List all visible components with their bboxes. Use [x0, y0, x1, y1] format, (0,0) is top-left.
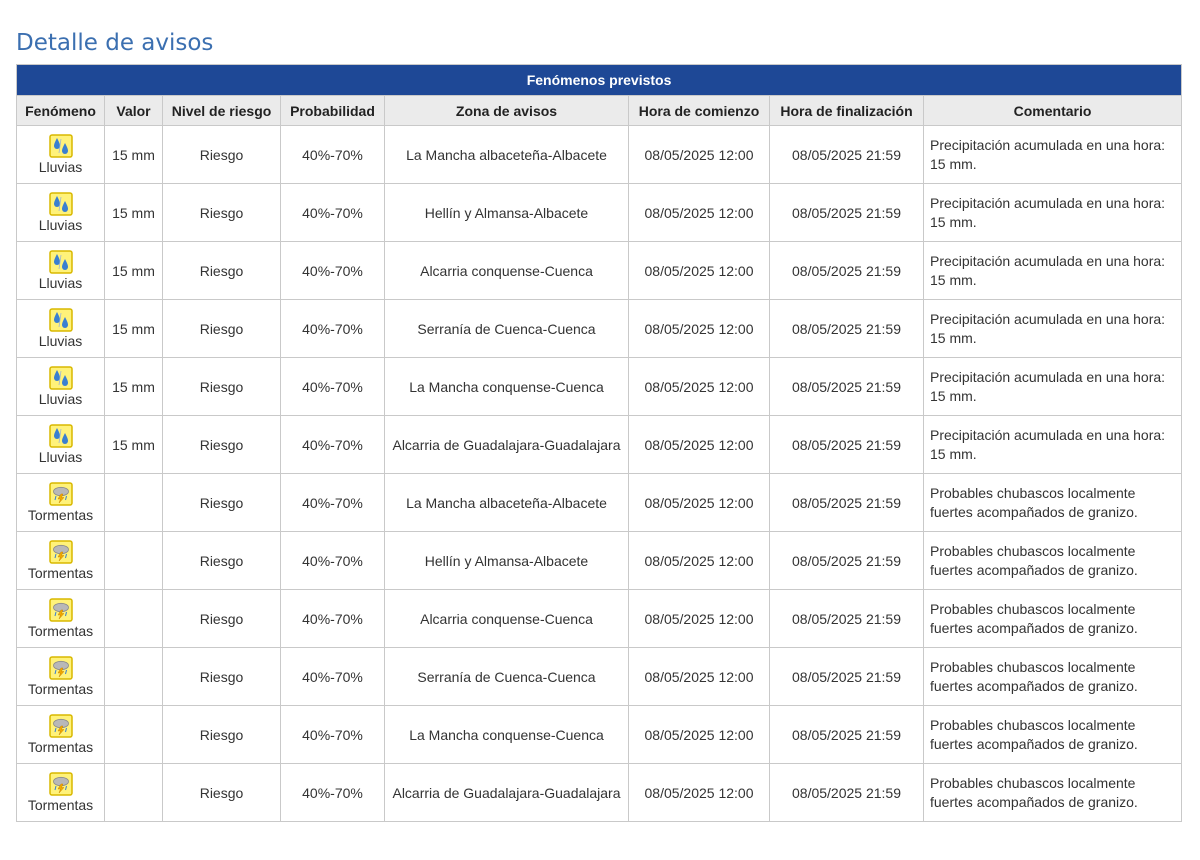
- end-time-cell: 08/05/2025 21:59: [770, 358, 924, 416]
- storm-icon: [49, 598, 73, 623]
- warning-zone-cell: La Mancha albaceteña-Albacete: [385, 126, 629, 184]
- start-time-cell: 08/05/2025 12:00: [629, 532, 770, 590]
- value-cell: [105, 532, 163, 590]
- rain-icon: [49, 424, 73, 449]
- warning-zone-cell: La Mancha conquense-Cuenca: [385, 358, 629, 416]
- value-cell: 15 mm: [105, 126, 163, 184]
- value-cell: 15 mm: [105, 184, 163, 242]
- value-cell: 15 mm: [105, 358, 163, 416]
- warning-zone-cell: Alcarria de Guadalajara-Guadalajara: [385, 764, 629, 822]
- table-row: [17, 300, 1182, 358]
- end-time-cell: 08/05/2025 21:59: [770, 184, 924, 242]
- table-row: [17, 184, 1182, 242]
- table-row: [17, 358, 1182, 416]
- risk-level-cell: Riesgo: [163, 764, 281, 822]
- storm-icon: [49, 540, 73, 565]
- comment-cell: Precipitación acumulada en una hora: 15 mm.: [924, 126, 1182, 184]
- warning-zone-cell: Alcarria de Guadalajara-Guadalajara: [385, 416, 629, 474]
- value-cell: 15 mm: [105, 300, 163, 358]
- storm-icon: [49, 772, 73, 797]
- table-row: [17, 474, 1182, 532]
- value-cell: 15 mm: [105, 416, 163, 474]
- phenomenon-cell: [17, 474, 105, 532]
- col-header-comment: Comentario: [924, 96, 1182, 126]
- table-row: [17, 648, 1182, 706]
- end-time-cell: 08/05/2025 21:59: [770, 648, 924, 706]
- risk-level-cell: Riesgo: [163, 648, 281, 706]
- table-row: [17, 764, 1182, 822]
- probability-cell: 40%-70%: [281, 358, 385, 416]
- risk-level-cell: Riesgo: [163, 590, 281, 648]
- phenomenon-label: Lluvias: [38, 391, 83, 407]
- comment-cell: Probables chubascos localmente fuertes acompañados de granizo.: [924, 764, 1182, 822]
- warning-zone-cell: Serranía de Cuenca-Cuenca: [385, 648, 629, 706]
- comment-cell: Precipitación acumulada en una hora: 15 mm.: [924, 242, 1182, 300]
- risk-level-cell: Riesgo: [163, 416, 281, 474]
- phenomenon-cell: [17, 358, 105, 416]
- warning-zone-cell: Alcarria conquense-Cuenca: [385, 242, 629, 300]
- col-header-risk-level: Nivel de riesgo: [163, 96, 281, 126]
- phenomenon-cell: [17, 590, 105, 648]
- risk-level-cell: Riesgo: [163, 532, 281, 590]
- phenomenon-label: Lluvias: [38, 275, 83, 291]
- phenomenon-label: Tormentas: [27, 681, 94, 697]
- phenomenon-label: Lluvias: [38, 217, 83, 233]
- start-time-cell: 08/05/2025 12:00: [629, 184, 770, 242]
- table-body: [17, 126, 1182, 822]
- comment-cell: Precipitación acumulada en una hora: 15 mm.: [924, 184, 1182, 242]
- phenomenon-label: Tormentas: [27, 507, 94, 523]
- col-header-warning-zone: Zona de avisos: [385, 96, 629, 126]
- col-header-start-time: Hora de comienzo: [629, 96, 770, 126]
- end-time-cell: 08/05/2025 21:59: [770, 416, 924, 474]
- start-time-cell: 08/05/2025 12:00: [629, 242, 770, 300]
- rain-icon: [49, 366, 73, 391]
- comment-cell: Probables chubascos localmente fuertes acompañados de granizo.: [924, 590, 1182, 648]
- table-row: [17, 416, 1182, 474]
- phenomenon-cell: [17, 242, 105, 300]
- rain-icon: [49, 308, 73, 333]
- phenomenon-cell: [17, 126, 105, 184]
- end-time-cell: 08/05/2025 21:59: [770, 764, 924, 822]
- table-row: [17, 706, 1182, 764]
- start-time-cell: 08/05/2025 12:00: [629, 590, 770, 648]
- end-time-cell: 08/05/2025 21:59: [770, 706, 924, 764]
- end-time-cell: 08/05/2025 21:59: [770, 126, 924, 184]
- probability-cell: 40%-70%: [281, 532, 385, 590]
- rain-icon: [49, 250, 73, 275]
- risk-level-cell: Riesgo: [163, 126, 281, 184]
- start-time-cell: 08/05/2025 12:00: [629, 706, 770, 764]
- probability-cell: 40%-70%: [281, 590, 385, 648]
- warning-zone-cell: La Mancha conquense-Cuenca: [385, 706, 629, 764]
- end-time-cell: 08/05/2025 21:59: [770, 590, 924, 648]
- phenomenon-cell: [17, 300, 105, 358]
- probability-cell: 40%-70%: [281, 706, 385, 764]
- value-cell: 15 mm: [105, 242, 163, 300]
- risk-level-cell: Riesgo: [163, 184, 281, 242]
- warnings-table: [16, 64, 1182, 822]
- risk-level-cell: Riesgo: [163, 300, 281, 358]
- risk-level-cell: Riesgo: [163, 358, 281, 416]
- risk-level-cell: Riesgo: [163, 706, 281, 764]
- comment-cell: Probables chubascos localmente fuertes acompañados de granizo.: [924, 706, 1182, 764]
- warning-zone-cell: Hellín y Almansa-Albacete: [385, 184, 629, 242]
- table-row: [17, 126, 1182, 184]
- start-time-cell: 08/05/2025 12:00: [629, 764, 770, 822]
- phenomenon-cell: [17, 184, 105, 242]
- value-cell: [105, 474, 163, 532]
- storm-icon: [49, 714, 73, 739]
- end-time-cell: 08/05/2025 21:59: [770, 300, 924, 358]
- warning-zone-cell: Hellín y Almansa-Albacete: [385, 532, 629, 590]
- col-header-probability: Probabilidad: [281, 96, 385, 126]
- table-row: [17, 590, 1182, 648]
- page-title: Detalle de avisos: [16, 30, 214, 56]
- phenomenon-label: Tormentas: [27, 565, 94, 581]
- table-row: [17, 532, 1182, 590]
- phenomenon-cell: [17, 648, 105, 706]
- warning-zone-cell: Serranía de Cuenca-Cuenca: [385, 300, 629, 358]
- value-cell: [105, 648, 163, 706]
- comment-cell: Precipitación acumulada en una hora: 15 mm.: [924, 416, 1182, 474]
- warning-zone-cell: La Mancha albaceteña-Albacete: [385, 474, 629, 532]
- rain-icon: [49, 192, 73, 217]
- end-time-cell: 08/05/2025 21:59: [770, 242, 924, 300]
- risk-level-cell: Riesgo: [163, 474, 281, 532]
- start-time-cell: 08/05/2025 12:00: [629, 474, 770, 532]
- col-header-phenomenon: Fenómeno: [17, 96, 105, 126]
- probability-cell: 40%-70%: [281, 474, 385, 532]
- phenomenon-label: Lluvias: [38, 159, 83, 175]
- storm-icon: [49, 482, 73, 507]
- storm-icon: [49, 656, 73, 681]
- start-time-cell: 08/05/2025 12:00: [629, 300, 770, 358]
- probability-cell: 40%-70%: [281, 764, 385, 822]
- comment-cell: Probables chubascos localmente fuertes acompañados de granizo.: [924, 532, 1182, 590]
- probability-cell: 40%-70%: [281, 416, 385, 474]
- col-header-end-time: Hora de finalización: [770, 96, 924, 126]
- risk-level-cell: Riesgo: [163, 242, 281, 300]
- probability-cell: 40%-70%: [281, 648, 385, 706]
- start-time-cell: 08/05/2025 12:00: [629, 358, 770, 416]
- phenomenon-cell: [17, 764, 105, 822]
- start-time-cell: 08/05/2025 12:00: [629, 126, 770, 184]
- phenomenon-label: Tormentas: [27, 623, 94, 639]
- warning-zone-cell: Alcarria conquense-Cuenca: [385, 590, 629, 648]
- end-time-cell: 08/05/2025 21:59: [770, 532, 924, 590]
- probability-cell: 40%-70%: [281, 300, 385, 358]
- start-time-cell: 08/05/2025 12:00: [629, 416, 770, 474]
- phenomenon-label: Tormentas: [27, 797, 94, 813]
- col-header-value: Valor: [105, 96, 163, 126]
- phenomenon-cell: [17, 532, 105, 590]
- value-cell: [105, 590, 163, 648]
- phenomenon-cell: [17, 706, 105, 764]
- probability-cell: 40%-70%: [281, 242, 385, 300]
- probability-cell: 40%-70%: [281, 126, 385, 184]
- phenomenon-label: Lluvias: [38, 449, 83, 465]
- comment-cell: Precipitación acumulada en una hora: 15 mm.: [924, 300, 1182, 358]
- table-row: [17, 242, 1182, 300]
- comment-cell: Probables chubascos localmente fuertes acompañados de granizo.: [924, 474, 1182, 532]
- value-cell: [105, 706, 163, 764]
- start-time-cell: 08/05/2025 12:00: [629, 648, 770, 706]
- phenomenon-label: Tormentas: [27, 739, 94, 755]
- comment-cell: Precipitación acumulada en una hora: 15 mm.: [924, 358, 1182, 416]
- comment-cell: Probables chubascos localmente fuertes acompañados de granizo.: [924, 648, 1182, 706]
- rain-icon: [49, 134, 73, 159]
- table-banner: Fenómenos previstos: [17, 65, 1182, 96]
- phenomenon-label: Lluvias: [38, 333, 83, 349]
- probability-cell: 40%-70%: [281, 184, 385, 242]
- value-cell: [105, 764, 163, 822]
- phenomenon-cell: [17, 416, 105, 474]
- end-time-cell: 08/05/2025 21:59: [770, 474, 924, 532]
